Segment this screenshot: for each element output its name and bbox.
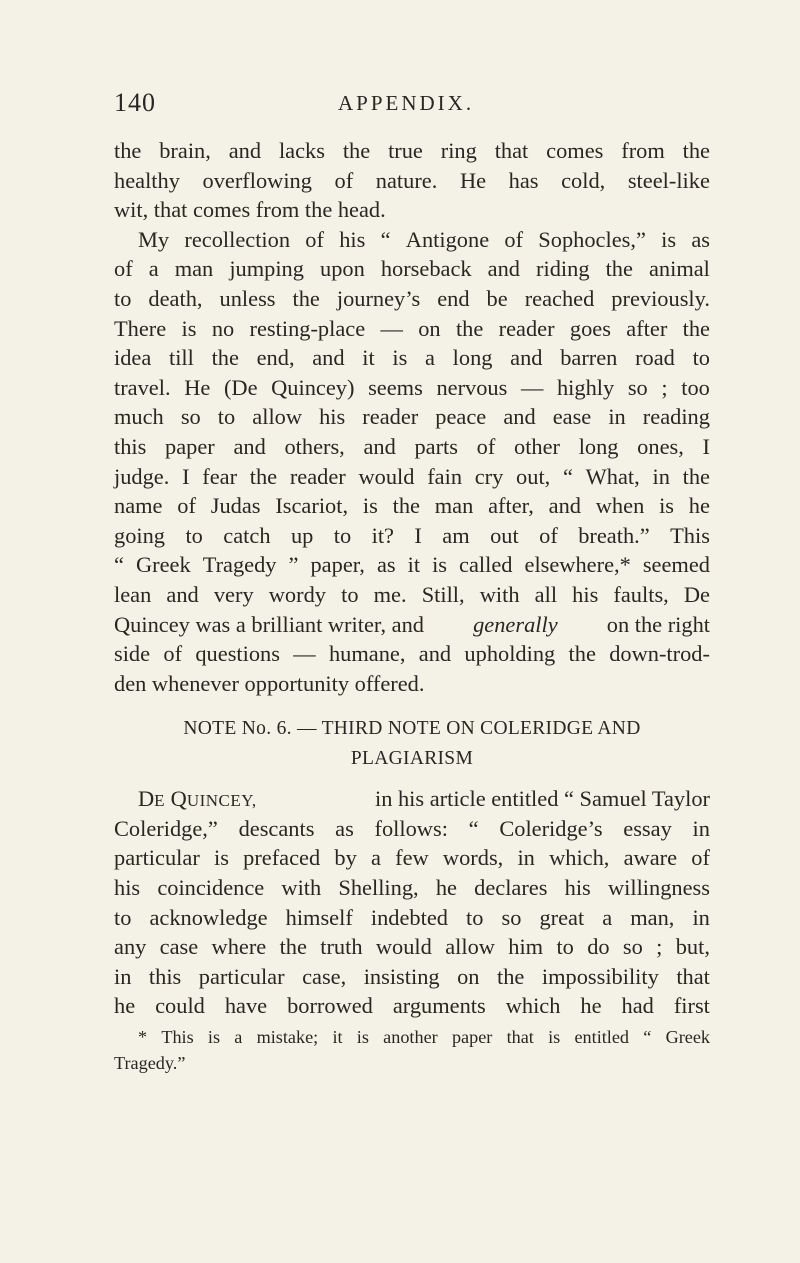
text-line bbox=[114, 784, 710, 814]
text-line: much so to allow his reader peace and ease in reading bbox=[114, 404, 710, 430]
small-caps-name: DE QUINCEY, bbox=[138, 786, 257, 812]
note-heading-line: PLAGIARISM bbox=[350, 748, 474, 770]
text-line bbox=[114, 610, 710, 640]
text-line: idea till the end, and it is a long and barren road to bbox=[114, 345, 710, 371]
text-line: side of questions — humane, and upholding the down-trod- bbox=[114, 641, 710, 667]
text-segment: in his article entitled “ Samuel Taylor bbox=[374, 786, 710, 812]
footnote-line: Tragedy.” bbox=[114, 1053, 186, 1074]
text-line: judge. I fear the reader would fain cry out, “ What, in the bbox=[114, 463, 710, 489]
running-head-title: APPENDIX. bbox=[338, 91, 475, 115]
text-segment: Quincey was a brilliant writer, and bbox=[114, 611, 424, 637]
text-line: to death, unless the journey’s end be reached previously. bbox=[114, 285, 710, 311]
note-heading bbox=[114, 714, 710, 774]
text-line: going to catch up to it? I am out of breath.” This bbox=[114, 522, 710, 548]
text-line: he could have borrowed arguments which he had first bbox=[114, 993, 710, 1019]
italic-word: generally bbox=[473, 611, 558, 637]
footnote bbox=[114, 1024, 710, 1076]
text-line: to acknowledge himself indebted to so great a man, in bbox=[114, 904, 710, 930]
page-number: 140 bbox=[114, 88, 156, 117]
note-heading-line: NOTE No. 6. — THIRD NOTE ON COLERIDGE AND bbox=[183, 718, 641, 740]
text-line: My recollection of his “ Antigone of Sophocles,” is as bbox=[138, 226, 710, 252]
text-line: lean and very wordy to me. Still, with all his faults, De bbox=[114, 581, 710, 607]
running-head bbox=[114, 88, 714, 118]
text-segment: on the right bbox=[606, 611, 710, 637]
text-line: any case where the truth would allow him to do so ; but, bbox=[114, 934, 710, 960]
footnote-line: * This is a mistake; it is another paper that is entitled “ Greek bbox=[138, 1027, 710, 1048]
text-line: Coleridge,” descants as follows: “ Coleridge’s essay in bbox=[114, 815, 710, 841]
text-line: travel. He (De Quincey) seems nervous — highly so ; too bbox=[114, 374, 710, 400]
text-line: wit, that comes from the head. bbox=[114, 197, 386, 223]
text-line: his coincidence with Shelling, he declares his willingness bbox=[114, 875, 710, 901]
text-line: particular is prefaced by a few words, in which, aware of bbox=[114, 845, 710, 871]
body-text bbox=[114, 136, 710, 1076]
text-line: name of Judas Iscariot, is the man after, and when is he bbox=[114, 493, 710, 519]
text-line: in this particular case, insisting on the impossibility that bbox=[114, 963, 710, 989]
text-line: this paper and others, and parts of other long ones, I bbox=[114, 433, 710, 459]
text-line: of a man jumping upon horseback and riding the animal bbox=[114, 256, 710, 282]
text-line: “ Greek Tragedy ” paper, as it is called elsewhere,* seemed bbox=[114, 552, 710, 578]
text-line: the brain, and lacks the true ring that comes from the bbox=[114, 138, 710, 163]
text-line: den whenever opportunity offered. bbox=[114, 670, 425, 696]
text-line: healthy overflowing of nature. He has cold, steel-like bbox=[114, 167, 710, 193]
text-line: There is no resting-place — on the reader goes after the bbox=[114, 315, 710, 341]
